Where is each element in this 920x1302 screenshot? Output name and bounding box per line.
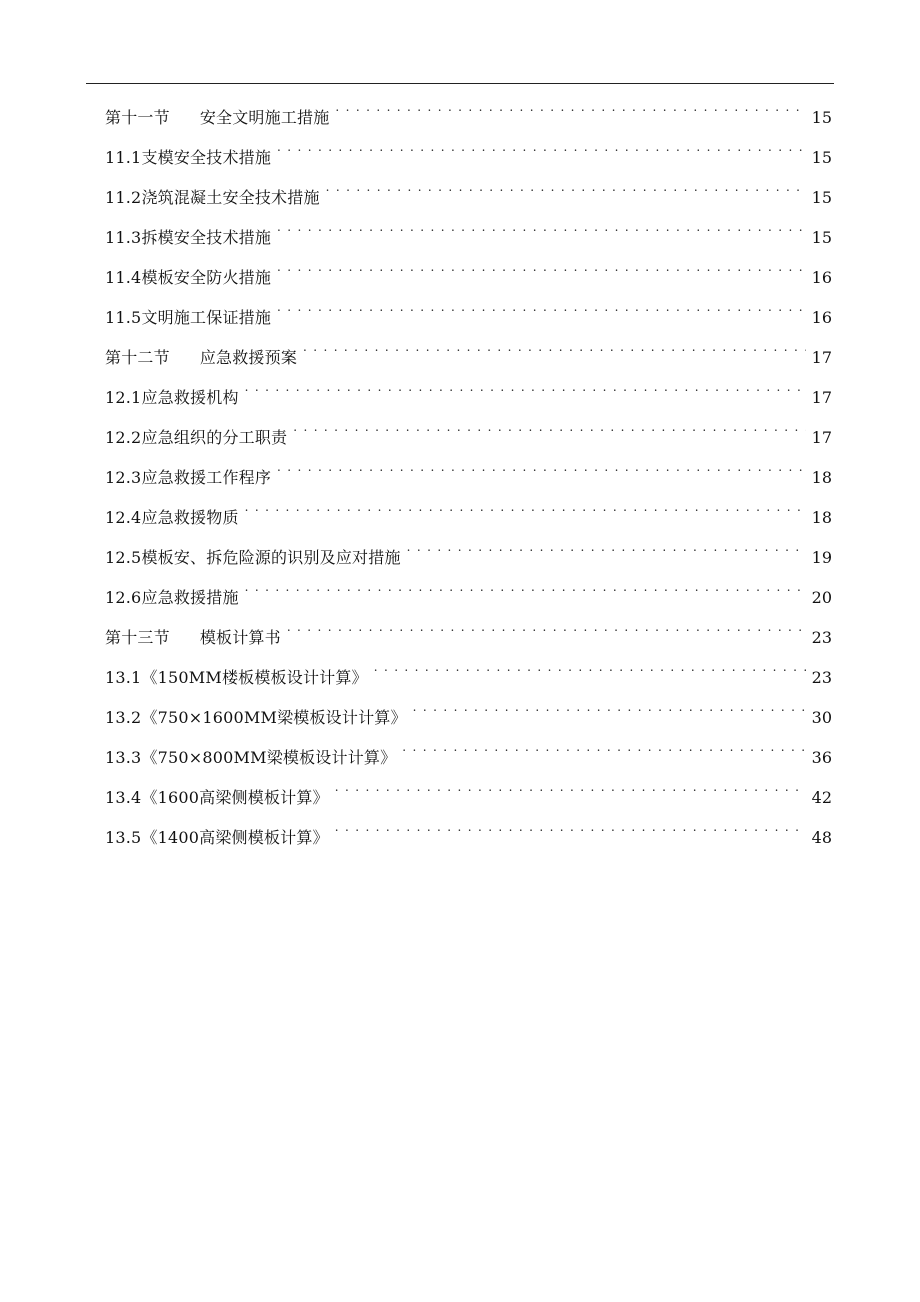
toc-entry-title <box>105 624 281 652</box>
toc-entry-number: 11.2 <box>105 188 142 207</box>
toc-entry-number: 13.5 <box>105 828 142 847</box>
toc-page-number: 15 <box>811 228 832 247</box>
toc-leader-dots <box>303 343 806 363</box>
toc-entry-title <box>105 384 239 412</box>
toc-leader-dots <box>277 303 806 323</box>
toc-page-number: 15 <box>811 108 832 127</box>
toc-entry-text: 应急救援措施 <box>141 588 239 607</box>
table-of-contents <box>105 103 832 863</box>
toc-entry-number: 12.6 <box>105 588 142 607</box>
toc-leader-dots <box>335 783 806 803</box>
toc-page-number: 18 <box>811 508 832 527</box>
toc-item-entry[interactable] <box>105 783 832 823</box>
toc-entry-text: 拆模安全技术措施 <box>141 228 272 247</box>
toc-entry-text: 安全文明施工措施 <box>199 108 330 127</box>
toc-page-number: 18 <box>811 468 832 487</box>
toc-entry-number: 11.4 <box>105 268 142 287</box>
toc-item-entry[interactable] <box>105 463 832 503</box>
toc-entry-number: 13.1 <box>105 668 142 687</box>
toc-entry-title <box>105 824 329 852</box>
toc-item-entry[interactable] <box>105 183 832 223</box>
toc-entry-number: 第十三节 <box>105 628 170 647</box>
toc-entry-text: 应急救援机构 <box>141 388 239 407</box>
toc-entry-title <box>105 744 396 772</box>
toc-entry-number: 13.2 <box>105 708 142 727</box>
toc-entry-title <box>105 344 297 372</box>
toc-item-entry[interactable] <box>105 263 832 303</box>
toc-page-number: 17 <box>811 388 832 407</box>
toc-page-number: 20 <box>811 588 832 607</box>
toc-entry-text: 应急救援预案 <box>199 348 298 367</box>
toc-entry-title <box>105 224 271 252</box>
toc-item-entry[interactable] <box>105 423 832 463</box>
toc-leader-dots <box>245 383 806 403</box>
toc-entry-number: 11.1 <box>105 148 142 167</box>
toc-leader-dots <box>326 183 806 203</box>
toc-leader-dots <box>287 623 806 643</box>
toc-entry-title <box>105 544 401 572</box>
toc-entry-text: 应急组织的分工职责 <box>141 428 288 447</box>
toc-leader-dots <box>277 463 806 483</box>
toc-item-entry[interactable] <box>105 383 832 423</box>
toc-page-number: 30 <box>811 708 832 727</box>
toc-entry-title <box>105 584 239 612</box>
toc-entry-text: 模板计算书 <box>199 628 281 647</box>
toc-item-entry[interactable] <box>105 743 832 783</box>
toc-page-number: 23 <box>811 668 832 687</box>
toc-entry-title <box>105 184 320 212</box>
toc-entry-number: 13.3 <box>105 748 142 767</box>
toc-entry-title <box>105 104 329 132</box>
toc-page-number: 36 <box>811 748 832 767</box>
toc-entry-text: 《750×1600MM梁模板设计计算》 <box>141 708 407 727</box>
toc-leader-dots <box>407 543 806 563</box>
toc-item-entry[interactable] <box>105 583 832 623</box>
toc-section-entry[interactable] <box>105 343 832 383</box>
toc-entry-number: 11.3 <box>105 228 142 247</box>
toc-entry-number: 12.5 <box>105 548 142 567</box>
toc-page-number: 48 <box>811 828 832 847</box>
toc-leader-dots <box>277 263 806 283</box>
toc-entry-number: 12.3 <box>105 468 142 487</box>
toc-page-number: 42 <box>811 788 832 807</box>
toc-entry-number: 12.1 <box>105 388 142 407</box>
toc-entry-title <box>105 504 239 532</box>
toc-item-entry[interactable] <box>105 503 832 543</box>
toc-entry-text: 模板安、拆危险源的识别及应对措施 <box>141 548 401 567</box>
toc-entry-title <box>105 304 271 332</box>
toc-page-number: 15 <box>811 148 832 167</box>
toc-section-entry[interactable] <box>105 103 832 143</box>
toc-entry-number: 12.2 <box>105 428 142 447</box>
toc-entry-text: 应急救援工作程序 <box>141 468 272 487</box>
toc-entry-title <box>105 144 271 172</box>
toc-leader-dots <box>277 143 806 163</box>
toc-entry-text: 《150MM楼板模板设计计算》 <box>141 668 368 687</box>
toc-entry-title <box>105 664 368 692</box>
toc-page-number: 17 <box>811 348 832 367</box>
toc-leader-dots <box>335 823 806 843</box>
toc-entry-text: 《1600高梁侧模板计算》 <box>141 788 329 807</box>
toc-entry-number: 12.4 <box>105 508 142 527</box>
toc-entry-text: 《750×800MM梁模板设计计算》 <box>141 748 397 767</box>
toc-leader-dots <box>402 743 806 763</box>
toc-entry-number: 第十一节 <box>105 108 170 127</box>
toc-item-entry[interactable] <box>105 143 832 183</box>
toc-item-entry[interactable] <box>105 663 832 703</box>
toc-leader-dots <box>245 583 806 603</box>
toc-entry-text: 模板安全防火措施 <box>141 268 272 287</box>
toc-item-entry[interactable] <box>105 823 832 863</box>
toc-item-entry[interactable] <box>105 303 832 343</box>
toc-page-number: 16 <box>811 308 832 327</box>
toc-entry-text: 《1400高梁侧模板计算》 <box>141 828 329 847</box>
toc-leader-dots <box>293 423 806 443</box>
toc-entry-text: 文明施工保证措施 <box>141 308 272 327</box>
toc-entry-title <box>105 464 271 492</box>
header-rule <box>86 83 834 84</box>
toc-item-entry[interactable] <box>105 703 832 743</box>
toc-section-entry[interactable] <box>105 623 832 663</box>
toc-leader-dots <box>335 103 806 123</box>
toc-leader-dots <box>374 663 806 683</box>
toc-page-number: 15 <box>811 188 832 207</box>
toc-entry-number: 13.4 <box>105 788 142 807</box>
toc-item-entry[interactable] <box>105 223 832 263</box>
toc-entry-number: 第十二节 <box>105 348 170 367</box>
toc-page-number: 23 <box>811 628 832 647</box>
toc-leader-dots <box>413 703 806 723</box>
toc-leader-dots <box>245 503 806 523</box>
toc-entry-title <box>105 264 271 292</box>
toc-entry-title <box>105 704 407 732</box>
toc-leader-dots <box>277 223 806 243</box>
toc-entry-text: 浇筑混凝土安全技术措施 <box>141 188 320 207</box>
toc-page-number: 16 <box>811 268 832 287</box>
toc-item-entry[interactable] <box>105 543 832 583</box>
toc-page-number: 19 <box>811 548 832 567</box>
toc-entry-text: 支模安全技术措施 <box>141 148 272 167</box>
toc-entry-number: 11.5 <box>105 308 142 327</box>
toc-entry-text: 应急救援物质 <box>141 508 239 527</box>
toc-entry-title <box>105 424 287 452</box>
toc-entry-title <box>105 784 329 812</box>
toc-page-number: 17 <box>811 428 832 447</box>
